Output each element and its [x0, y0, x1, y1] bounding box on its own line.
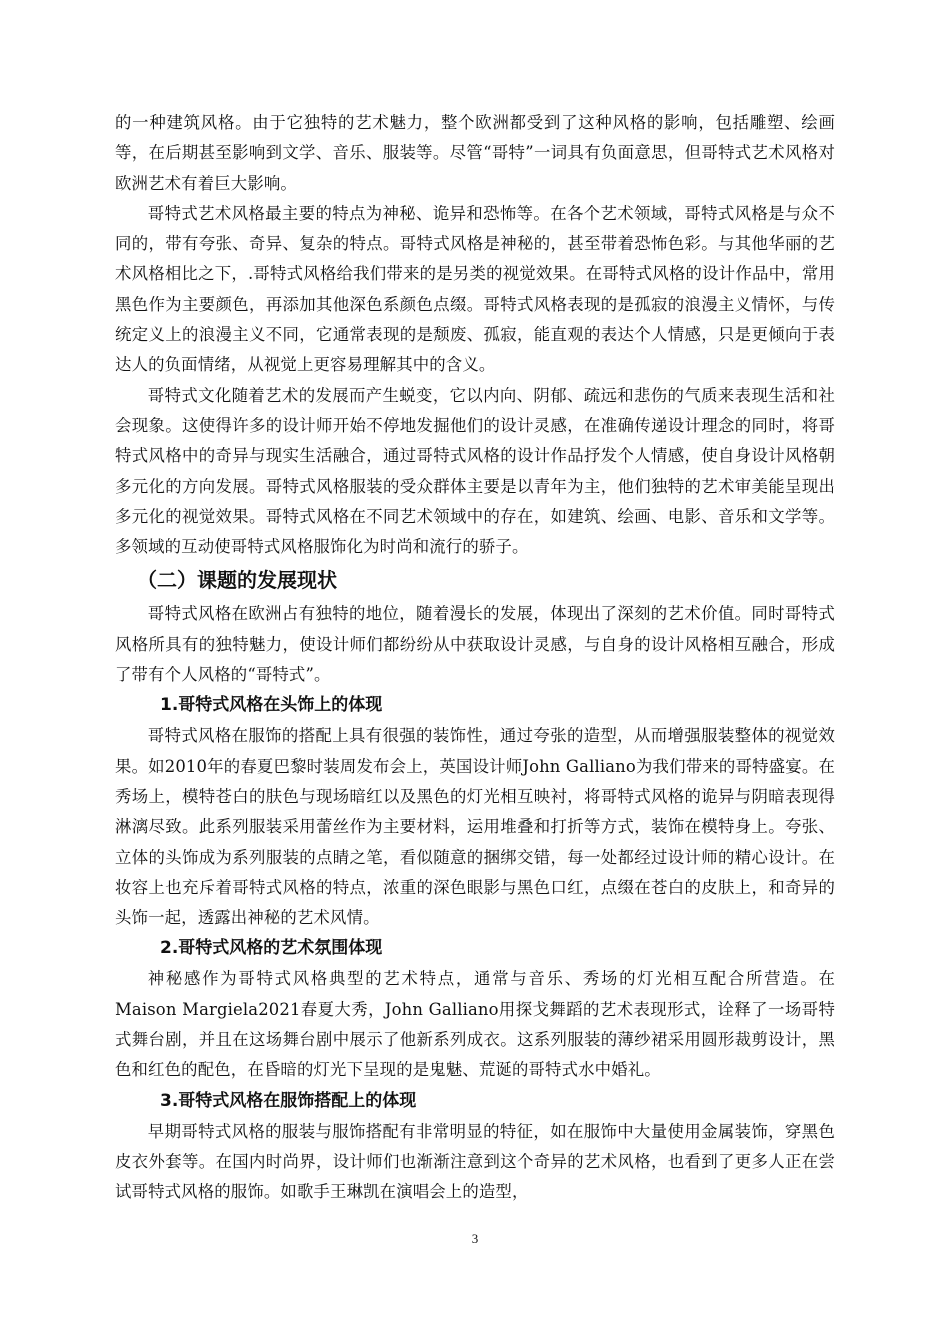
paragraph-styling: 早期哥特式风格的服装与服饰搭配有非常明显的特征，如在服饰中大量使用金属装饰，穿黑色皮衣外套等。在国内时尚界，设计师们也渐渐注意到这个奇异的艺术风格，也看到了更多人正在尝试哥特式风格的服饰。如歌手王琳凯在演唱会上的造型， — [115, 1121, 835, 1202]
subheading-styling: 3.哥特式风格在服饰搭配上的体现 — [160, 1090, 417, 1111]
paragraph-gothic-culture: 哥特式文化随着艺术的发展而产生蜕变，它以内向、阴郁、疏远和悲伤的气质来表现生活和社会现象。这使得许多的设计师开始不停地发掘他们的设计灵感，在准确传递设计理念的同时，将哥特式风格中的奇异与现实生活融合，通过哥特式风格的设计作品抒发个人情感，使自身设计风格朝多元化的方向发展。哥特式风格服装的受众群体主要是以青年为主，他们独特的艺术审美能呈现出多元化的视觉效果。哥特式风格在不同艺术领域中的存在，如建筑、绘画、电影、音乐和文学等。多领域的互动使哥特式风格服饰化为时尚和流行的骄子。 — [115, 385, 835, 557]
section-heading-development-status: （二）课题的发展现状 — [137, 568, 337, 593]
paragraph-development-intro: 哥特式风格在欧洲占有独特的地位，随着漫长的发展，体现出了深刻的艺术价值。同时哥特式风格所具有的独特魅力，使设计师们都纷纷从中获取设计灵感，与自身的设计风格相互融合，形成了带有个人风格的“哥特式”。 — [115, 604, 835, 685]
paragraph-atmosphere: 神秘感作为哥特式风格典型的艺术特点，通常与音乐、秀场的灯光相互配合所营造。在Maison Margiela2021春夏大秀，John Galliano用探戈舞蹈的艺术表现形式，诠释了一场哥特式舞台剧，并且在这场舞台剧中展示了他新系列成衣。这系列服装的薄纱裙采用圆形裁剪设计，黑色和红色的配色，在昏暗的灯光下呈现的是鬼魅、荒诞的哥特式水中婚礼。 — [115, 969, 835, 1080]
subheading-headwear: 1.哥特式风格在头饰上的体现 — [160, 695, 383, 716]
paragraph-gothic-origin: 的一种建筑风格。由于它独特的艺术魅力，整个欧洲都受到了这种风格的影响，包括雕塑、绘画等，在后期甚至影响到文学、音乐、服装等。尽管“哥特”一词具有负面意思，但哥特式艺术风格对欧洲艺术有着巨大影响。 — [115, 113, 835, 193]
document-body — [115, 108, 835, 1208]
subheading-atmosphere: 2.哥特式风格的艺术氛围体现 — [160, 938, 383, 959]
paragraph-gothic-features: 哥特式艺术风格最主要的特点为神秘、诡异和恐怖等。在各个艺术领域，哥特式风格是与众不同的，带有夸张、奇异、复杂的特点。哥特式风格是神秘的，甚至带着恐怖色彩。与其他华丽的艺术风格相比之下，.哥特式风格给我们带来的是另类的视觉效果。在哥特式风格的设计作品中，常用黑色作为主要颜色，再添加其他深色系颜色点缀。哥特式风格表现的是孤寂的浪漫主义情怀，与传统定义上的浪漫主义不同，它通常表现的是颓废、孤寂，能直观的表达个人情感，只是更倾向于表达人的负面情绪，从视觉上更容易理解其中的含义。 — [115, 203, 835, 375]
page-number: 3 — [471, 1231, 479, 1246]
paragraph-headwear: 哥特式风格在服饰的搭配上具有很强的装饰性，通过夸张的造型，从而增强服装整体的视觉效果。如2010年的春夏巴黎时装周发布会上，英国设计师John Galliano为我们带来的哥特盛宴。在秀场上，模特苍白的肤色与现场暗红以及黑色的灯光相互映衬，将哥特式风格的诡异与阴暗表现得淋漓尽致。此系列服装采用蕾丝作为主要材料，运用堆叠和打折等方式，装饰在模特身上。夸张、立体的头饰成为系列服装的点睛之笔，看似随意的捆绑交错，每一处都经过设计师的精心设计。在妆容上也充斥着哥特式风格的特点，浓重的深色眼影与黑色口红，点缀在苍白的皮肤上，和奇异的头饰一起，透露出神秘的艺术风情。 — [115, 726, 835, 928]
